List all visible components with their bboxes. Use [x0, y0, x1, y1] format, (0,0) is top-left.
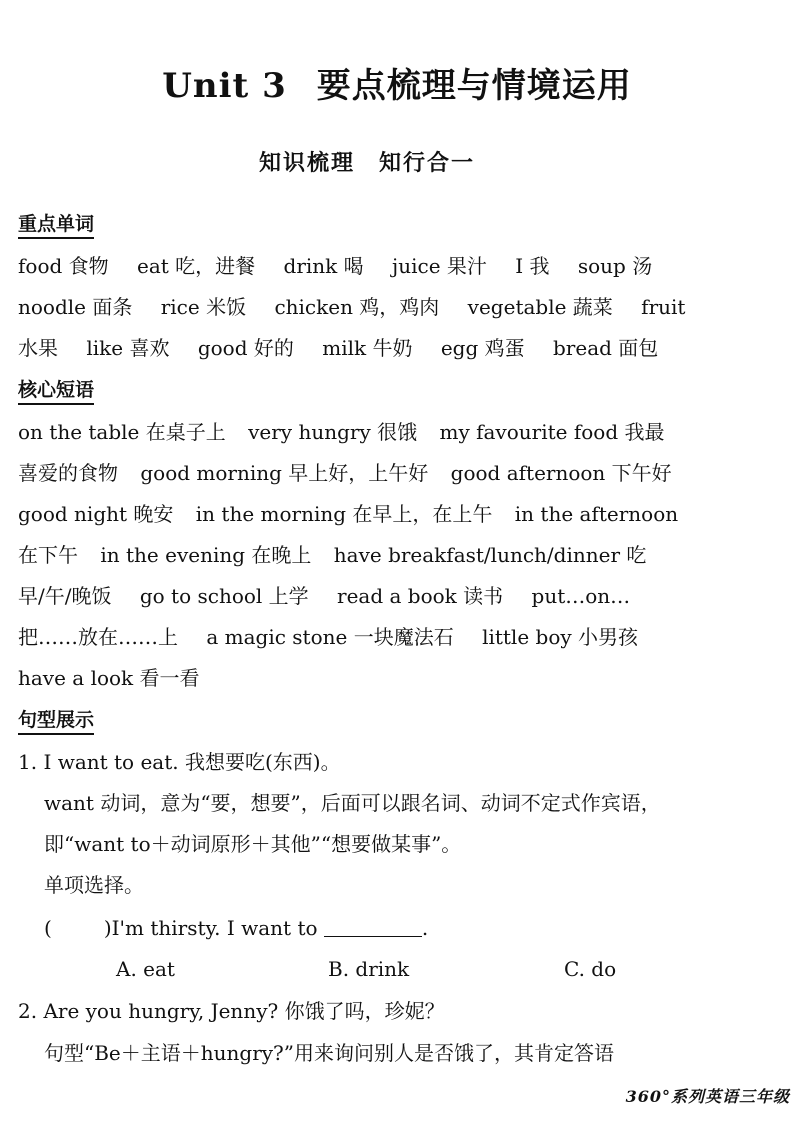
subtitle-part-1: 知识梳理 — [258, 150, 355, 176]
word-item: drink 喝 — [283, 254, 364, 278]
phrases-line-2 — [18, 459, 672, 487]
title-text: 要点梳理与情境运用 — [316, 66, 632, 106]
word-item: noodle 面条 — [18, 295, 133, 319]
word-item: soup 汤 — [577, 254, 653, 278]
phrases-line-3 — [18, 500, 678, 528]
phrase-item: good night 晚安 — [18, 502, 174, 526]
words-line-1 — [18, 252, 652, 280]
phrase-item: very hungry 很饿 — [248, 420, 418, 444]
option-c[interactable]: C. do — [564, 957, 617, 981]
phrases-line-1 — [18, 418, 664, 446]
phrase-item: have breakfast/lunch/dinner 吃 — [333, 543, 647, 567]
word-item: rice 米饭 — [160, 295, 247, 319]
phrase-item: put…on… — [531, 584, 631, 608]
word-item: eat 吃，进餐 — [137, 254, 256, 278]
phrases-heading: 核心短语 — [18, 378, 94, 405]
sentence-2-explanation-1: 句型“Be＋主语＋hungry?”用来询问别人是否饿了，其肯定答语 — [44, 1041, 615, 1065]
word-item: vegetable 蔬菜 — [467, 295, 613, 319]
words-line-2 — [18, 293, 685, 321]
phrases-line-5 — [18, 582, 630, 610]
word-item: chicken 鸡，鸡肉 — [274, 295, 440, 319]
phrase-item: a magic stone 一块魔法石 — [206, 625, 454, 649]
phrases-line-7 — [18, 664, 200, 692]
phrase-item: have a look 看一看 — [18, 666, 200, 690]
words-heading: 重点单词 — [18, 212, 94, 239]
sentence-2: 2. Are you hungry, Jenny? 你饿了吗，珍妮？ — [18, 999, 445, 1023]
phrase-item: on the table 在桌子上 — [18, 420, 226, 444]
word-item: 水果 — [18, 336, 58, 360]
word-item: milk 牛奶 — [322, 336, 413, 360]
phrase-item: go to school 上学 — [139, 584, 309, 608]
phrase-item: good morning 早上好，上午好 — [140, 461, 429, 485]
sentence-1: 1. I want to eat. 我想要吃(东西)。 — [18, 750, 341, 774]
answer-bracket-open: ( — [44, 916, 52, 940]
option-a[interactable]: A. eat — [116, 957, 175, 981]
unit-label: Unit 3 — [162, 66, 287, 106]
sentence-1-explanation-2: 即“want to＋动词原形＋其他”“想要做某事”。 — [44, 832, 462, 856]
phrase-item: 早/午/晚饭 — [18, 584, 112, 608]
phrase-item: in the evening 在晚上 — [100, 543, 312, 567]
question-end: . — [421, 916, 429, 940]
subtitle-part-2: 知行合一 — [379, 150, 476, 176]
page-footer: 360°系列英语三年级 — [625, 1087, 790, 1106]
word-item: food 食物 — [18, 254, 109, 278]
sentence-1-explanation-1: want 动词，意为“要，想要”，后面可以跟名词、动词不定式作宾语， — [44, 791, 661, 815]
phrase-item: read a book 读书 — [337, 584, 504, 608]
phrase-item: 在下午 — [18, 543, 78, 567]
phrase-item: 把……放在……上 — [18, 625, 178, 649]
phrase-item: in the afternoon — [514, 502, 679, 526]
word-item: egg 鸡蛋 — [440, 336, 525, 360]
page-title — [0, 58, 794, 107]
phrase-item: good afternoon 下午好 — [450, 461, 672, 485]
phrase-item: in the morning 在早上，在上午 — [195, 502, 493, 526]
phrases-line-4 — [18, 541, 646, 569]
word-item: good 好的 — [197, 336, 294, 360]
sentences-heading: 句型展示 — [18, 708, 94, 735]
section-subtitle — [0, 146, 734, 177]
word-item: I 我 — [515, 254, 550, 278]
fill-in-blank[interactable] — [324, 916, 422, 937]
words-line-3 — [18, 334, 658, 362]
word-item: like 喜欢 — [86, 336, 170, 360]
question-text: )I'm thirsty. I want to — [103, 916, 318, 940]
exercise-question — [44, 914, 428, 942]
phrase-item: little boy 小男孩 — [482, 625, 639, 649]
phrase-item: 喜爱的食物 — [18, 461, 118, 485]
exercise-instruction: 单项选择。 — [44, 873, 144, 897]
word-item: juice 果汁 — [392, 254, 487, 278]
phrases-line-6 — [18, 623, 638, 651]
word-item: fruit — [641, 295, 686, 319]
phrase-item: my favourite food 我最 — [439, 420, 665, 444]
option-b[interactable]: B. drink — [328, 957, 410, 981]
word-item: bread 面包 — [553, 336, 659, 360]
